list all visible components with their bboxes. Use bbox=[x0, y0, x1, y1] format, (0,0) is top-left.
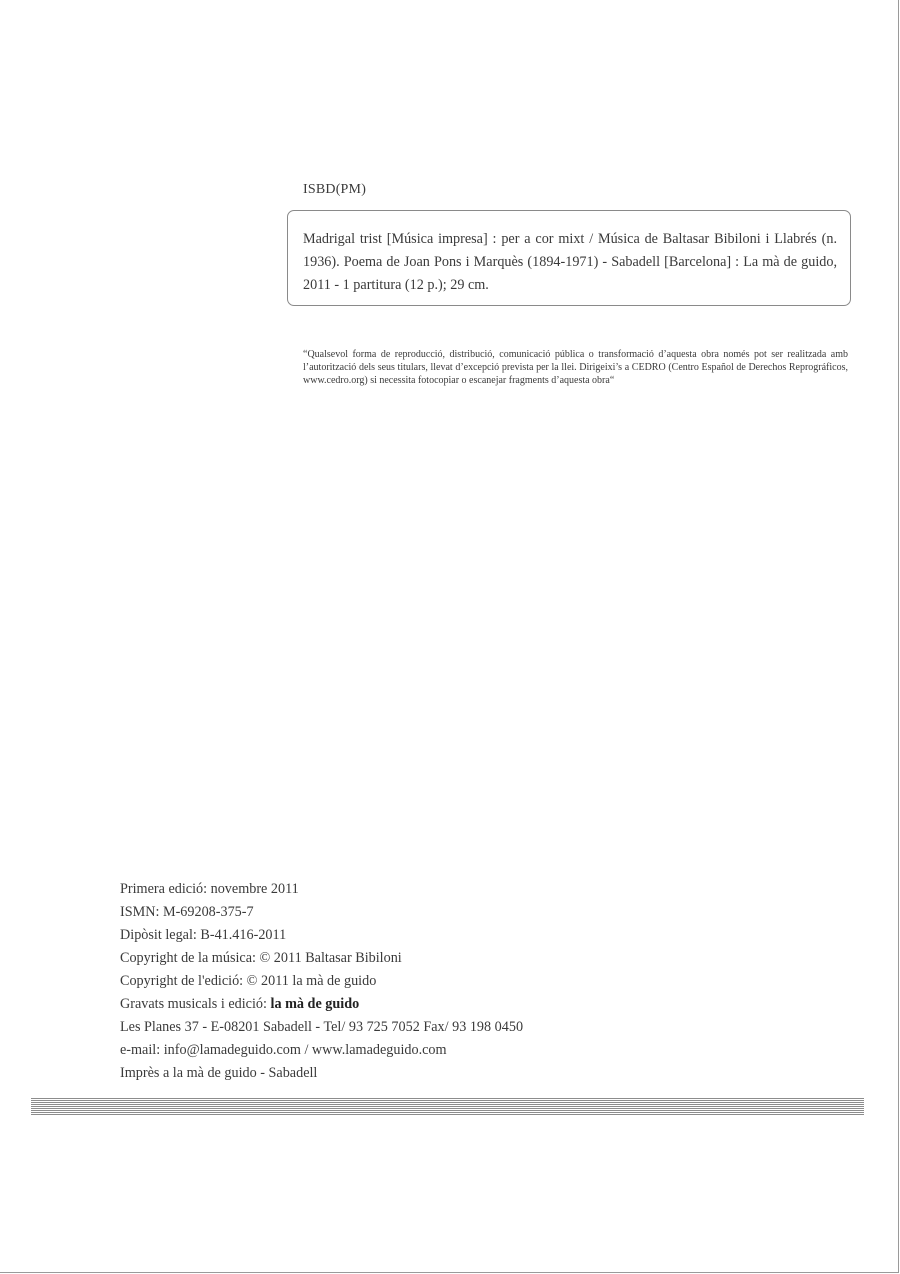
contact-line: e-mail: info@lamadeguido.com / www.lamadeguido.com bbox=[120, 1042, 447, 1058]
music-copyright-line: Copyright de la música: © 2011 Baltasar Bibiloni bbox=[120, 950, 402, 966]
publisher-name: la mà de guido bbox=[270, 996, 360, 1012]
legal-deposit-line: Dipòsit legal: B-41.416-2011 bbox=[120, 927, 287, 943]
ismn-line: ISMN: M-69208-375-7 bbox=[120, 904, 254, 920]
engraving-line bbox=[120, 993, 523, 1016]
printed-by-line: Imprès a la mà de guido - Sabadell bbox=[120, 1065, 318, 1081]
catalog-record-box bbox=[287, 210, 851, 306]
catalog-record-text: Madrigal trist [Música impresa] : per a cor mixt / Música de Baltasar Bibiloni i Llabrés (n. 1936). Poema de Joan Pons i Marquès (1894-1971) - Sabadell [Barcelona] : La mà de guido, 2011 - 1 partitura (12 p.); 29 cm. bbox=[303, 231, 837, 293]
edition-copyright-line: Copyright de l'edició: © 2011 la mà de guido bbox=[120, 973, 377, 989]
address-line: Les Planes 37 - E-08201 Sabadell - Tel/ 93 725 7052 Fax/ 93 198 0450 bbox=[120, 1019, 524, 1035]
rights-notice: “Qualsevol forma de reproducció, distribució, comunicació pública o transformació d’aquesta obra només pot ser realitzada amb l’autorització dels seus titulars, llevat d’excepció prevista per la llei. Dirigeixi’s a CEDRO (Centro Español de Derechos Reprográficos, www.cedro.org) si necessita fotocopiar o escanejar fragments d’aquesta obra“ bbox=[303, 349, 848, 386]
first-edition-line: Primera edició: novembre 2011 bbox=[120, 881, 299, 897]
isbd-heading: ISBD(PM) bbox=[303, 182, 367, 197]
imprint-block bbox=[120, 878, 523, 1085]
decorative-rule-band bbox=[31, 1098, 864, 1115]
engraving-prefix: Gravats musicals i edició: bbox=[120, 996, 271, 1012]
